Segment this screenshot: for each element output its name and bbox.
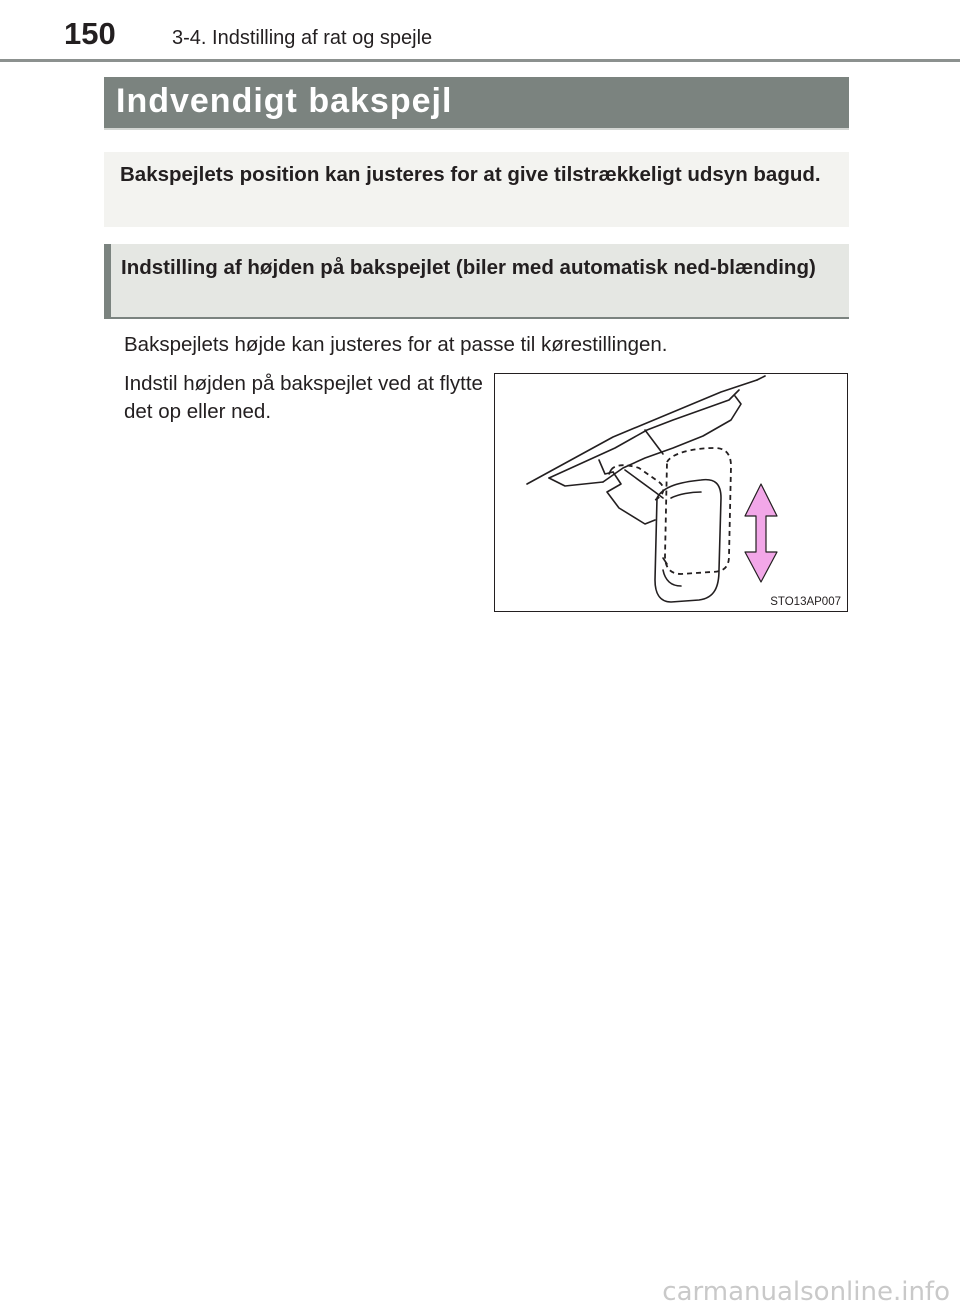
mirror-adjust-illustration-icon <box>495 374 849 613</box>
section-title: Indvendigt bakspejl <box>116 82 453 120</box>
header-divider <box>0 59 960 62</box>
up-down-arrow-icon <box>745 484 777 582</box>
subsection-heading: Indstilling af højden på bakspejlet (biler med automatisk ned-blænding) <box>104 244 849 319</box>
page-number: 150 <box>64 16 116 51</box>
instruction-paragraph: Indstil højden på bakspejlet ved at flytte det op eller ned. <box>124 372 483 423</box>
section-banner <box>104 77 849 130</box>
mirror-figure <box>494 373 848 612</box>
intro-box: Bakspejlets position kan justeres for at give tilstrækkeligt udsyn bagud. <box>104 152 849 227</box>
body-paragraph: Bakspejlets højde kan justeres for at passe til kørestillingen. <box>124 333 668 356</box>
watermark: carmanualsonline.info <box>662 1277 950 1307</box>
figure-code: STO13AP007 <box>770 596 841 608</box>
chapter-title: 3-4. Indstilling af rat og spejle <box>172 27 433 49</box>
